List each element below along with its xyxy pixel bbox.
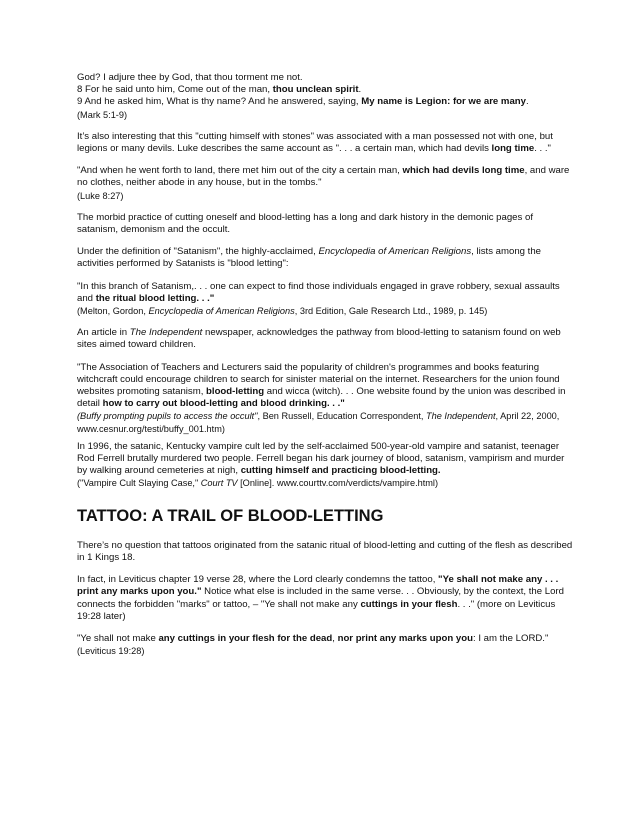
association-bold-2: how to carry out blood-letting and blood drinking. . .": [102, 398, 345, 410]
melton-end: , 3rd Edition, Gale Research Ltd., 1989, p. 145): [294, 306, 488, 317]
quote-association: [77, 362, 574, 411]
courttv-text: ("Vampire Cult Slaying Case,": [77, 478, 201, 489]
section-heading: TATTOO: A TRAIL OF BLOOD-LETTING: [77, 506, 384, 525]
definition-text: Under the definition of "Satanism", the highly-acclaimed,: [77, 246, 319, 258]
quote-luke-text: "And when he went forth to land, there met him out of the city a certain man,: [77, 165, 403, 177]
verse-9-end: .: [526, 96, 529, 108]
melton-title: Encyclopedia of American Religions: [148, 306, 295, 317]
association-bold-1: blood-letting: [206, 386, 265, 398]
citation-melton: [77, 305, 574, 317]
quote-lev-comma: ,: [332, 632, 338, 644]
leviticus-text: In fact, in Leviticus chapter 19 verse 28, where the Lord clearly condemns the tattoo,: [77, 574, 439, 586]
paragraph-no-question: There’s no question that tattoos originated from the satanic ritual of blood-letting and cutting of the flesh as described in 1 Kings 18.: [77, 539, 573, 563]
association-text: "The Association of Teachers and Lecturers said the popularity of children's programmes and books featuring witchcraft could encourage children to search for sinister material on the internet. Researchers for the union found websites promoting satanism,: [77, 361, 560, 398]
quote-lev-bold-1: any cuttings in your flesh for the dead: [158, 632, 333, 644]
luke-intro-bold: long time: [491, 143, 535, 155]
paragraph-luke-intro: [77, 131, 574, 155]
verse-7: [77, 72, 574, 84]
buffy-paper: The Independent: [426, 411, 496, 422]
p1996-text: In 1996, the satanic, Kentucky vampire cult led by the self-acclaimed 500-year-old vampire and satanist, teenager Rod Ferrell brutally murdered two people. Ferrell began his dark journey of blood, satanism, vampirism and murder by walking around cemeteries at nigh,: [77, 440, 565, 477]
citation-mark: (Mark 5:1-9): [77, 109, 128, 120]
quote-luke-bold: which had devils long time: [402, 165, 525, 177]
paragraph-morbid: The morbid practice of cutting oneself and blood-letting has a long and dark history in the demonic pages of satanism, demonism and the occult.: [77, 211, 533, 236]
buffy-title: (Buffy prompting pupils to access the occult": [77, 411, 258, 422]
quote-luke: [77, 165, 574, 189]
association-middle: and wicca (witch). . . One website found by the union was described in detail: [77, 386, 566, 410]
paragraph-leviticus: [77, 574, 574, 623]
independent-text: An article in: [77, 327, 130, 339]
verse-9-text: 9 And he asked him, What is thy name? And he answered, saying,: [77, 96, 362, 108]
verse-8: [77, 84, 574, 96]
verse-8-end: .: [358, 84, 362, 96]
independent-end: newspaper, acknowledges the pathway from blood-letting to satanism found on web sites aimed toward children.: [77, 327, 561, 351]
leviticus-bold-1: "Ye shall not make any . . . print any marks upon you.": [77, 574, 559, 598]
citation-leviticus: (Leviticus 19:28): [77, 646, 145, 657]
encyclopedia-bold: the ritual blood letting. . .": [95, 292, 215, 304]
p1996-bold: cutting himself and practicing blood-letting.: [240, 465, 441, 477]
leviticus-end: . . ." (more on Leviticus 19:28 later): [77, 598, 556, 622]
citation-buffy: [77, 410, 574, 434]
definition-end: , lists among the activities performed by Satanists is "blood letting":: [77, 246, 542, 270]
definition-title: Encyclopedia of American Religions: [318, 246, 472, 258]
verse-7-text: God? I adjure thee by God, that thou torment me not.: [77, 72, 303, 83]
encyclopedia-text: "In this branch of Satanism,. . . one can expect to find those individuals engaged in grave robbery, sexual assaults and: [77, 280, 560, 304]
leviticus-bold-2: cuttings in your flesh: [360, 598, 458, 610]
quote-luke-end: , and ware no clothes, neither abode in any house, but in the tombs.": [77, 165, 570, 189]
citation-courttv: [77, 477, 574, 489]
quote-lev-text: "Ye shall not make: [77, 632, 159, 644]
luke-intro-end: . . .": [534, 143, 551, 155]
verse-9-bold: My name is Legion: for we are many: [361, 96, 526, 108]
paragraph-1996: [77, 441, 574, 478]
quote-leviticus: [77, 633, 574, 645]
courttv-title: Court TV: [200, 478, 238, 489]
quote-lev-bold-2: nor print any marks upon you: [337, 632, 473, 644]
paragraph-definition: [77, 246, 574, 270]
verse-8-bold: thou unclean spirit: [272, 84, 359, 96]
buffy-end: , April 22, 2000, www.cesnur.org/testi/buffy_001.htm): [77, 411, 560, 434]
quote-lev-end: : I am the LORD.": [472, 632, 549, 644]
melton-text: (Melton, Gordon,: [77, 306, 149, 317]
independent-title: The Independent: [129, 327, 203, 339]
verse-8-text: 8 For he said unto him, Come out of the man,: [77, 84, 273, 96]
citation-luke: (Luke 8:27): [77, 190, 124, 201]
quote-encyclopedia: [77, 281, 574, 305]
verse-9: [77, 96, 574, 108]
luke-intro-text: It’s also interesting that this "cutting himself with stones" was associated with a man possessed not with one, but legions or many devils. Luke describes the same account as ". . . a certain man, which had devils: [77, 130, 553, 155]
paragraph-independent: [77, 327, 574, 351]
buffy-author: , Ben Russell, Education Correspondent,: [257, 411, 427, 422]
leviticus-middle: Notice what else is included in the same verse. . . Obviously, by the context, the Lord connects the forbidden "marks" or tattoo, – "Ye shall not make any: [77, 586, 564, 610]
courttv-end: [Online]. www.courttv.com/verdicts/vampire.html): [237, 478, 439, 489]
